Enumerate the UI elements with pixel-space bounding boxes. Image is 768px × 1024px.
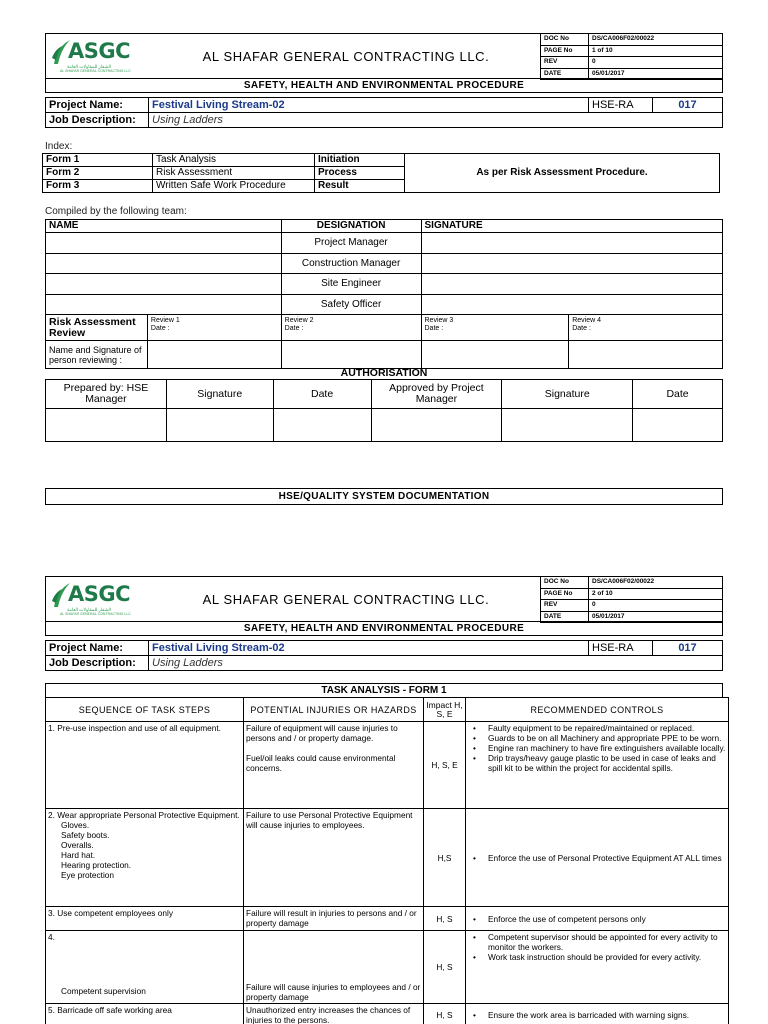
step-cell — [46, 931, 244, 1004]
doc-no-label: DOC No — [541, 577, 589, 589]
job-description-value: Using Ladders — [149, 656, 723, 671]
page-no-value: 2 of 10 — [589, 588, 723, 600]
rev-value: 0 — [589, 57, 723, 69]
control-item: • Engine ran machinery to have fire extinguishers available locally. — [468, 743, 726, 753]
header-hazards: POTENTIAL INJURIES OR HAZARDS — [244, 698, 424, 722]
logo-brand: ASGC — [68, 39, 131, 63]
project-name-label: Project Name: — [46, 98, 149, 113]
rev-label: REV — [541, 57, 589, 69]
signature-cell[interactable] — [421, 233, 723, 254]
reviewer-signature-3[interactable] — [421, 341, 569, 369]
table-row — [46, 722, 729, 809]
team-name-cell[interactable] — [46, 253, 282, 274]
hazard-cell: Failure to use Personal Protective Equipment will cause injuries to employees. — [244, 809, 424, 907]
review-1[interactable] — [147, 315, 281, 341]
doc-no-label: DOC No — [541, 34, 589, 46]
doc-info-table — [540, 576, 723, 623]
project-info-table — [45, 97, 723, 128]
auth-cell[interactable] — [273, 409, 371, 442]
index-stage-2: Process — [315, 167, 405, 180]
ppe-item: Hearing protection. — [61, 860, 132, 870]
ppe-item: Overalls. — [61, 840, 94, 850]
date-value: 05/01/2017 — [589, 611, 723, 623]
hazard-cell: Unauthorized entry increases the chances of injuries to the persons. — [244, 1004, 424, 1024]
index-desc-3: Written Safe Work Procedure — [153, 180, 315, 193]
table-row — [46, 931, 729, 1004]
control-item: • Work task instruction should be provided for every activity. — [468, 952, 726, 962]
controls-cell — [466, 809, 729, 907]
index-stage-3: Result — [315, 180, 405, 193]
signature-cell[interactable] — [421, 294, 723, 315]
step-text: 4. — [48, 932, 55, 942]
designation-project-manager: Project Manager — [281, 233, 421, 254]
hse-ra-number: 017 — [653, 98, 723, 113]
signature-cell[interactable] — [421, 274, 723, 295]
index-form-2: Form 2 — [43, 167, 153, 180]
step-subtext: Competent supervision — [61, 986, 146, 996]
step-cell — [46, 809, 244, 907]
task-analysis-table — [45, 697, 729, 1024]
step-cell: 3. Use competent employees only — [46, 907, 244, 931]
hse-quality-footer: HSE/QUALITY SYSTEM DOCUMENTATION — [45, 488, 723, 505]
date-label: DATE — [541, 68, 589, 80]
impact-cell: H,S — [424, 809, 466, 907]
controls-cell — [466, 1004, 729, 1024]
table-row — [46, 1004, 729, 1024]
header-controls: RECOMMENDED CONTROLS — [466, 698, 729, 722]
table-row — [46, 907, 729, 931]
safety-procedure-title: SAFETY, HEALTH AND ENVIRONMENTAL PROCEDURE — [45, 622, 723, 636]
review-3-date: Date : — [424, 325, 444, 332]
page-no-label: PAGE No — [541, 45, 589, 57]
auth-prepared-by: Prepared by: HSE Manager — [46, 380, 167, 409]
review-1-title: Review 1 — [150, 317, 180, 324]
controls-cell — [466, 931, 729, 1004]
table-row — [46, 809, 729, 907]
reviewer-signature-2[interactable] — [281, 341, 421, 369]
team-name-cell[interactable] — [46, 274, 282, 295]
auth-cell[interactable] — [46, 409, 167, 442]
reviewer-signature-4[interactable] — [569, 341, 723, 369]
hazard-cell: Failure will result in injuries to persons and / or property damage — [244, 907, 424, 931]
logo-tagline-ar: الشفار للمقاولات العامة — [67, 64, 112, 69]
hazard-cell — [244, 722, 424, 809]
auth-signature-2: Signature — [502, 380, 633, 409]
controls-cell — [466, 722, 729, 809]
index-note: As per Risk Assessment Procedure. — [405, 154, 720, 193]
review-4-date: Date : — [572, 325, 591, 332]
review-3[interactable] — [421, 315, 569, 341]
review-4-title: Review 4 — [572, 317, 602, 324]
auth-cell[interactable] — [633, 409, 723, 442]
team-header-name: NAME — [46, 220, 282, 233]
step-cell — [46, 722, 244, 809]
review-3-title: Review 3 — [424, 317, 454, 324]
control-item: • Drip trays/heavy gauge plastic to be used in case of leaks and spill kit to be within the project for accidental spills. — [468, 753, 726, 773]
project-info-table — [45, 640, 723, 671]
team-table — [45, 219, 723, 369]
risk-assessment-review-label: Risk Assessment Review — [46, 315, 148, 341]
designation-safety-officer: Safety Officer — [281, 294, 421, 315]
team-name-cell[interactable] — [46, 294, 282, 315]
job-description-label: Job Description: — [46, 113, 149, 128]
review-2[interactable] — [281, 315, 421, 341]
review-1-date: Date : — [150, 325, 170, 332]
auth-cell[interactable] — [502, 409, 633, 442]
index-desc-2: Risk Assessment — [153, 167, 315, 180]
impact-cell: H, S — [424, 1004, 466, 1024]
control-item: • Enforce the use of Personal Protective Equipment AT ALL times — [468, 853, 726, 863]
auth-cell[interactable] — [371, 409, 502, 442]
reviewer-signature-1[interactable] — [147, 341, 281, 369]
index-table — [42, 153, 720, 193]
authorisation-table — [45, 379, 723, 442]
rev-label: REV — [541, 600, 589, 612]
step-cell: 5. Barricade off safe working area — [46, 1004, 244, 1024]
control-item: • Ensure the work area is barricaded with warning signs. — [468, 1010, 726, 1020]
header-sequence: SEQUENCE OF TASK STEPS — [46, 698, 244, 722]
header-impact: Impact H, S, E — [424, 698, 466, 722]
team-name-cell[interactable] — [46, 233, 282, 254]
hse-ra-label: HSE-RA — [589, 98, 653, 113]
impact-cell: H, S — [424, 931, 466, 1004]
index-stage-1: Initiation — [315, 154, 405, 167]
review-4[interactable] — [569, 315, 723, 341]
index-label: Index: — [45, 141, 73, 152]
date-label: DATE — [541, 611, 589, 623]
ppe-item: Hard hat. — [61, 850, 96, 860]
control-item: • Guards to be on all Machinery and appropriate PPE to be worn. — [468, 733, 726, 743]
team-header-designation: DESIGNATION — [281, 220, 421, 233]
index-desc-1: Task Analysis — [153, 154, 315, 167]
hse-ra-number: 017 — [653, 641, 723, 656]
auth-signature-1: Signature — [166, 380, 273, 409]
review-2-title: Review 2 — [284, 317, 314, 324]
page-no-value: 1 of 10 — [589, 45, 723, 57]
index-form-1: Form 1 — [43, 154, 153, 167]
auth-date-2: Date — [633, 380, 723, 409]
logo-tagline-en: AL SHAFAR GENERAL CONTRACTING LLC — [60, 612, 131, 616]
company-name: AL SHAFAR GENERAL CONTRACTING LLC. — [202, 49, 490, 64]
doc-info-table — [540, 33, 723, 80]
control-item: • Enforce the use of competent persons only — [468, 914, 726, 924]
project-name-value: Festival Living Stream-02 — [149, 98, 589, 113]
safety-procedure-title: SAFETY, HEALTH AND ENVIRONMENTAL PROCEDURE — [45, 79, 723, 93]
hazard-text: Failure of equipment will cause injuries to persons and / or property damage. — [246, 723, 398, 743]
date-value: 05/01/2017 — [589, 68, 723, 80]
team-label: Compiled by the following team: — [45, 206, 187, 217]
index-form-3: Form 3 — [43, 180, 153, 193]
job-description-label: Job Description: — [46, 656, 149, 671]
page2-header — [45, 576, 723, 622]
reviewer-label: Name and Signature of person reviewing : — [46, 341, 148, 369]
authorisation-title: AUTHORISATION — [340, 367, 428, 379]
auth-date-1: Date — [273, 380, 371, 409]
auth-approved-by: Approved by Project Manager — [371, 380, 502, 409]
control-item: • Faulty equipment to be repaired/maintained or replaced. — [468, 723, 726, 733]
logo-tagline-ar: الشفار للمقاولات العامة — [67, 607, 112, 612]
ppe-item: Eye protection — [61, 870, 115, 880]
controls-cell — [466, 907, 729, 931]
logo-tagline-en: AL SHAFAR GENERAL CONTRACTING LLC — [60, 69, 131, 73]
ppe-item: Safety boots. — [61, 830, 110, 840]
designation-site-engineer: Site Engineer — [281, 274, 421, 295]
ppe-item: Gloves. — [61, 820, 90, 830]
doc-no-value: DS/CA006F02/00022 — [589, 34, 723, 46]
designation-construction-manager: Construction Manager — [281, 253, 421, 274]
rev-value: 0 — [589, 600, 723, 612]
step-text: 1. Pre-use inspection and use of all equipment. — [48, 723, 221, 733]
project-name-label: Project Name: — [46, 641, 149, 656]
company-logo — [50, 37, 146, 75]
step-text: 2. Wear appropriate Personal Protective Equipment. — [48, 810, 240, 820]
company-name: AL SHAFAR GENERAL CONTRACTING LLC. — [202, 592, 490, 607]
control-item: • Competent supervisor should be appointed for every activity to monitor the workers. — [468, 932, 726, 952]
page-no-label: PAGE No — [541, 588, 589, 600]
impact-cell: H, S — [424, 907, 466, 931]
project-name-value: Festival Living Stream-02 — [149, 641, 589, 656]
logo-brand: ASGC — [68, 582, 131, 606]
signature-cell[interactable] — [421, 253, 723, 274]
auth-cell[interactable] — [166, 409, 273, 442]
task-analysis-title: TASK ANALYSIS - FORM 1 — [45, 683, 723, 698]
page1-header — [45, 33, 723, 79]
team-header-signature: SIGNATURE — [421, 220, 723, 233]
hazard-cell: Failure will cause injuries to employees and / or property damage — [244, 931, 424, 1004]
job-description-value: Using Ladders — [149, 113, 723, 128]
company-logo — [50, 580, 146, 618]
hse-ra-label: HSE-RA — [589, 641, 653, 656]
hazard-text: Fuel/oil leaks could cause environmental concerns. — [246, 753, 396, 773]
impact-cell: H, S, E — [424, 722, 466, 809]
doc-no-value: DS/CA006F02/00022 — [589, 577, 723, 589]
review-2-date: Date : — [284, 325, 304, 332]
